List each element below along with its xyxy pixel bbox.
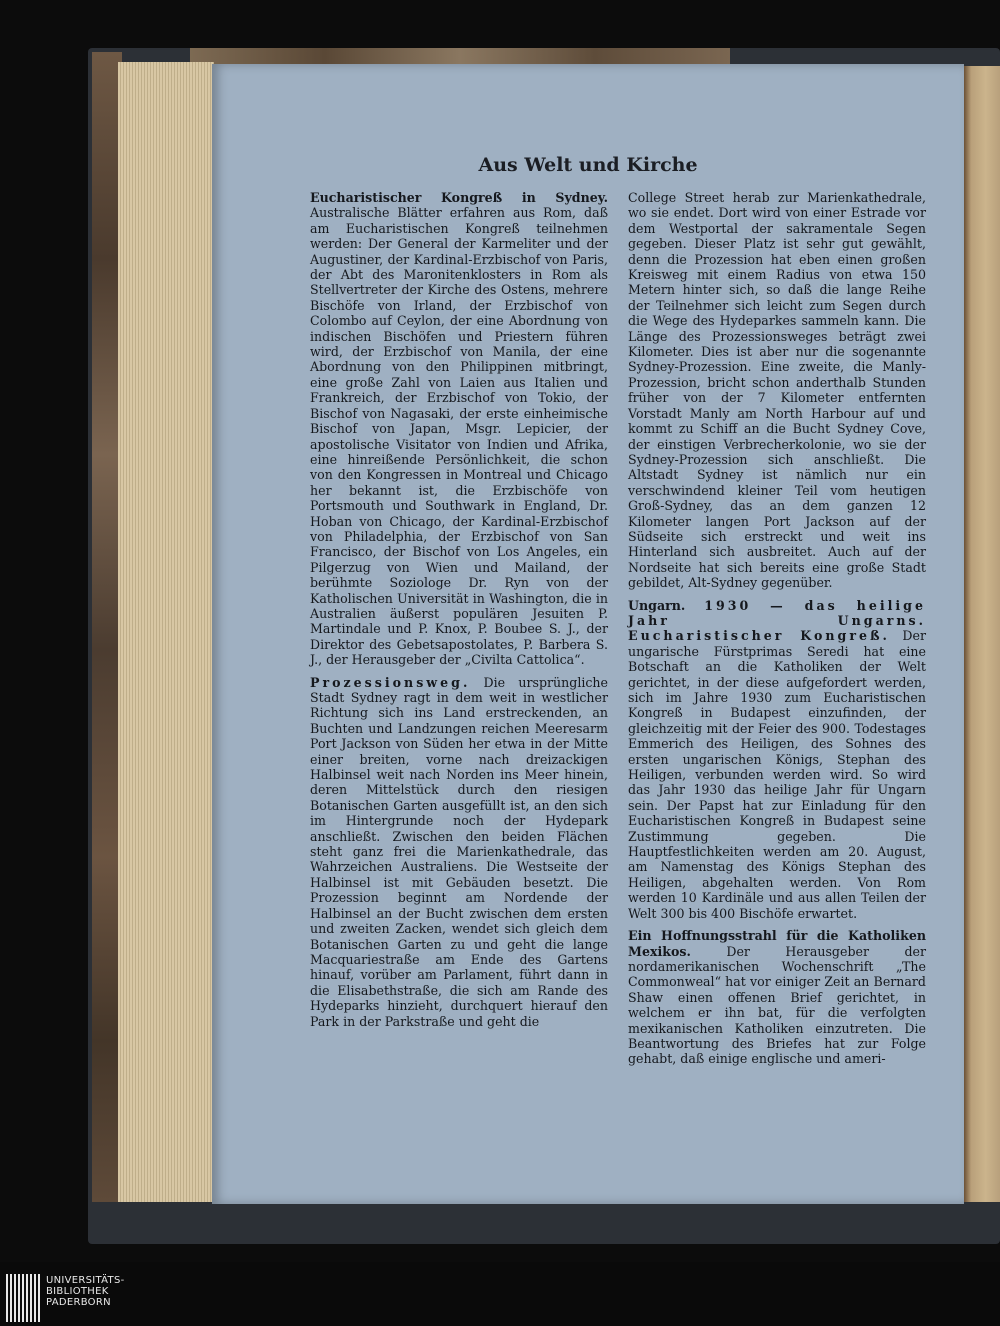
library-logo-icon [6, 1274, 40, 1322]
article-body: Der Herausgeber der nordamerikanischen Wochenschrift „The Commonweal“ hat vor einiger Zeit an Bernard Shaw einen offenen Brief gerichtet, in welchem er ihn bat, für die verfolgten mexikanischen Katholiken einzutreten. Die Beantwortung des Briefes hat zur Folge gehabt, daß einige englische und ameri- [628, 943, 926, 1067]
library-logo-text [46, 1275, 125, 1308]
article-procession-continued [628, 190, 926, 591]
article-lead: Prozessionsweg. [310, 674, 471, 690]
article-subhead: 1930 — das heilige Jahr Ungarns. Eucharistischer Kongreß. [628, 597, 926, 644]
article-congress-sydney [310, 190, 608, 668]
article-lead: Eucharistischer Kongreß in Sydney. [310, 190, 608, 205]
logo-line: BIBLIOTHEK [46, 1286, 109, 1297]
page-stack-edges [118, 62, 214, 1202]
article-mexico [628, 928, 926, 1067]
article-body: Australische Blätter erfahren aus Rom, daß am Eucharistischen Kongreß teilnehmen werden: Der General der Karmeliter und der Augustiner, der Kardinal-Erzbischof von Paris, der Abt des Maronitenklosters in Rom als Stellvertreter der Kirche des Ostens, mehrere Bischöfe von Irland, der Erzbischof von Colombo auf Ceylon, der eine Abordnung von indischen Bischöfen und Priestern führen wird, der Erzbischof von Manila, der eine Abordnung von den Philippinen mitbringt, eine große Zahl von Laien aus Italien und Frankreich, der Erzbischof von Tokio, der Bischof von Nagasaki, der erste einheimische Bischof von Japan, Msgr. Lepicier, der apostolische Visitator von Indien und Afrika, eine hinreißende Persönlichkeit, die schon von den Kongressen in Montreal und Chicago her bekannt ist, die Erzbischöfe von Portsmouth und Southwark in England, Dr. Hoban von Chicago, der Kardinal-Erzbischof von Philadelphia, der Erzbischof von San Francisco, der Bischof von Los Angeles, ein Pilgerzug von Wien und Mailand, der berühmte Soziologe Dr. Ryn von der Katholischen Universität in Washington, die in Australien äußerst populären Jesuiten P. Martindale und P. Knox, P. Boubee S. J., der Direktor des Gebetsapostolates, P. Barbera S. J., der Herausgeber der „Civilta Cattolica“. [310, 205, 608, 668]
logo-line: PADERBORN [46, 1297, 111, 1308]
next-page-sliver [964, 66, 1000, 1202]
article-body: Die ursprüngliche Stadt Sydney ragt in dem weit in westlicher Richtung sich ins Land erstreckenden, an Buchten und Landzungen reichen Meeresarm Port Jackson von Süden her etwa in der Mitte einer breiten, vorne nach dreizackigen Halbinsel weit nach Norden ins Meer hinein, deren Mittelstück durch den riesigen Botanischen Garten ausgefüllt ist, an den sich im Hintergrunde noch der Hydepark anschließt. Zwischen den beiden Flächen steht ganz frei die Marienkathedrale, das Wahrzeichen Australiens. Die Westseite der Halbinsel ist mit Gebäuden besetzt. Die Prozession beginnt am Nordende der Halbinsel an der Bucht zwischen dem ersten und zweiten Zacken, wendet sich gleich dem Botanischen Garten zu und geht die lange Macquariestraße am Ende des Gartens hinauf, vorüber am Parlament, führt dann in die Elisabethstraße, die sich am Rande des Hydeparks hinzieht, durchquert hierauf den Park in der Parkstraße und geht die [310, 674, 608, 1029]
article-lead: Ein Hoffnungsstrahl für die Katholiken Mexikos. [628, 928, 926, 959]
logo-line: UNIVERSITÄTS- [46, 1275, 125, 1286]
page-title: Aus Welt und Kirche [478, 154, 698, 176]
footer-strip [0, 1262, 1000, 1326]
article-hungary [628, 598, 926, 922]
marbled-top-edge [190, 48, 730, 64]
article-body: Der ungarische Fürstprimas Seredi hat eine Botschaft an die Katholiken der Welt gerichtet, in der diese aufgefordert werden, sich im Jahre 1930 zum Eucharistischen Kongreß in Budapest einzufinden, der gleichzeitig mit der Feier des 900. Todestages Emmerich des Heiligen, des Sohnes des ersten ungarischen Königs, Stephan des Heiligen, verbunden werden wird. So wird das Jahr 1930 das heilige Jahr für Ungarn sein. Der Papst hat zur Einladung für den Eucharistischen Kongreß in Budapest seine Zustimmung gegeben. Die Hauptfestlichkeiten werden am 20. August, am Namenstag des Königs Stephan des Heiligen, abgehalten werden. Von Rom werden 10 Kardinäle und aus allen Teilen der Welt 300 bis 400 Bischöfe erwartet. [628, 628, 926, 921]
article-procession-route [310, 675, 608, 1029]
left-text-column [310, 190, 608, 1029]
article-body: College Street herab zur Marienkathedrale, wo sie endet. Dort wird von einer Estrade vor dem Westportal der sakramentale Segen gegeben. Dieser Platz ist sehr gut gewählt, denn die Prozession hat eben einen großen Kreisweg mit einem Radius von etwa 150 Metern hinter sich, so daß die lange Reihe der Teilnehmer sich leicht zum Segen durch die Wege des Hydeparkes sammeln kann. Die Länge des Prozessionsweges beträgt zwei Kilometer. Dies ist aber nur die sogenannte Sydney-Prozession. Eine zweite, die Manly-Prozession, bricht schon anderthalb Stunden früher von der 7 Kilometer entfernten Vorstadt Manly am North Harbour auf und kommt zu Schiff an die Bucht Sydney Cove, der einstigen Verbrecherkolonie, wo sie der Sydney-Prozession sich anschließt. Die Altstadt Sydney ist nämlich nur ein verschwindend kleiner Teil vom heutigen Groß-Sydney, das an dem ganzen 12 Kilometer langen Port Jackson auf der Südseite sich erstreckt und weit ins Hinterland sich ausbreitet. Auch auf der Nordseite hat sich bereits eine große Stadt gebildet, Alt-Sydney gegenüber. [628, 190, 926, 591]
right-text-column [628, 190, 926, 1067]
article-lead: Ungarn. [628, 597, 686, 613]
